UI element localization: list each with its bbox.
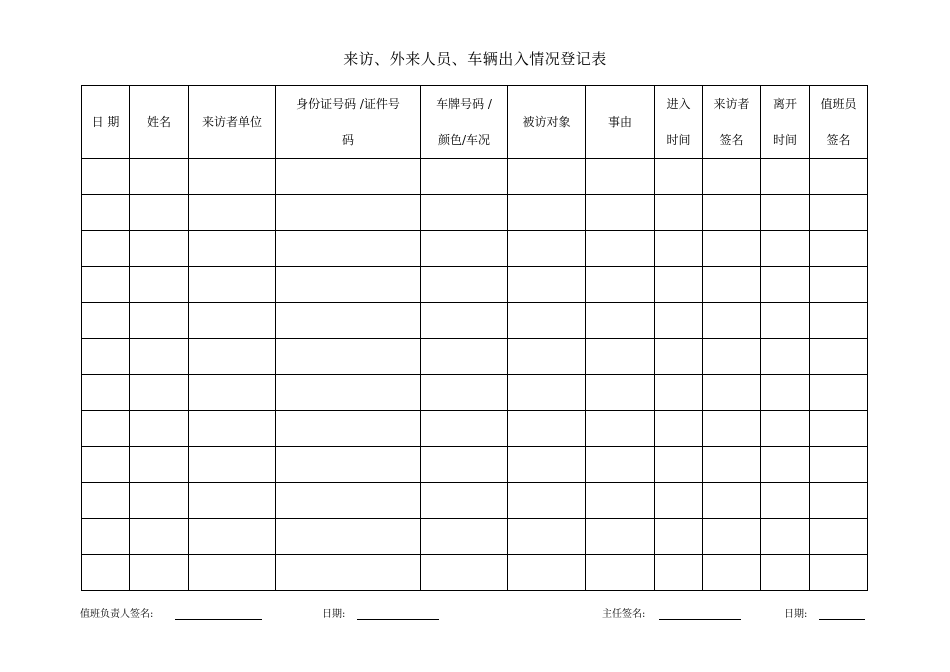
table-cell[interactable] (703, 303, 761, 339)
table-cell[interactable] (655, 447, 703, 483)
table-cell[interactable] (761, 231, 810, 267)
table-cell[interactable] (810, 339, 868, 375)
table-cell[interactable] (655, 483, 703, 519)
table-cell[interactable] (130, 447, 189, 483)
table-cell[interactable] (82, 555, 130, 591)
table-cell[interactable] (421, 375, 508, 411)
col-visitor-sign: 来访者 签名 (703, 86, 761, 159)
table-cell[interactable] (82, 483, 130, 519)
table-cell[interactable] (586, 555, 655, 591)
table-cell[interactable] (810, 411, 868, 447)
table-cell[interactable] (703, 375, 761, 411)
table-cell[interactable] (276, 555, 421, 591)
table-row (82, 267, 868, 303)
col-visitor-org: 来访者单位 (189, 86, 276, 159)
table-cell[interactable] (703, 555, 761, 591)
table-cell[interactable] (82, 339, 130, 375)
col-name: 姓名 (130, 86, 189, 159)
table-cell[interactable] (703, 267, 761, 303)
table-cell[interactable] (586, 375, 655, 411)
table-cell[interactable] (810, 195, 868, 231)
table-cell[interactable] (421, 159, 508, 195)
table-cell[interactable] (810, 159, 868, 195)
table-cell[interactable] (130, 375, 189, 411)
table-cell[interactable] (130, 555, 189, 591)
table-cell[interactable] (761, 303, 810, 339)
table-row (82, 195, 868, 231)
table-cell[interactable] (276, 267, 421, 303)
table-cell[interactable] (810, 303, 868, 339)
table-row (82, 375, 868, 411)
duty-lead-label: 值班负责人签名: (80, 609, 154, 620)
table-cell[interactable] (586, 519, 655, 555)
table-cell[interactable] (276, 483, 421, 519)
table-cell[interactable] (189, 339, 276, 375)
table-cell[interactable] (276, 447, 421, 483)
table-cell[interactable] (508, 375, 586, 411)
col-id-number: 身份证号码 /证件号 码 (276, 86, 421, 159)
footer-date-1 (322, 605, 439, 620)
table-cell[interactable] (586, 159, 655, 195)
table-row (82, 447, 868, 483)
col-visited-person: 被访对象 (508, 86, 586, 159)
table-cell[interactable] (276, 303, 421, 339)
table-cell[interactable] (586, 483, 655, 519)
table-cell[interactable] (761, 411, 810, 447)
table-cell[interactable] (130, 267, 189, 303)
table-cell[interactable] (655, 303, 703, 339)
table-cell[interactable] (586, 303, 655, 339)
table-cell[interactable] (761, 159, 810, 195)
table-cell[interactable] (761, 483, 810, 519)
table-cell[interactable] (421, 303, 508, 339)
table-cell[interactable] (655, 267, 703, 303)
director-signature-line[interactable] (659, 607, 741, 620)
table-cell[interactable] (189, 303, 276, 339)
table-cell[interactable] (810, 555, 868, 591)
table-cell[interactable] (189, 267, 276, 303)
table-row (82, 483, 868, 519)
col-entry-time: 进入 时间 (655, 86, 703, 159)
table-cell[interactable] (421, 267, 508, 303)
table-cell[interactable] (508, 555, 586, 591)
table-cell[interactable] (810, 447, 868, 483)
table-cell[interactable] (82, 303, 130, 339)
date2-label: 日期: (784, 609, 808, 620)
table-cell[interactable] (276, 519, 421, 555)
table-cell[interactable] (761, 519, 810, 555)
table-cell[interactable] (508, 159, 586, 195)
table-cell[interactable] (189, 447, 276, 483)
table-cell[interactable] (586, 411, 655, 447)
table-cell[interactable] (810, 519, 868, 555)
table-cell[interactable] (130, 195, 189, 231)
table-cell[interactable] (189, 411, 276, 447)
table-cell[interactable] (703, 231, 761, 267)
table-cell[interactable] (761, 267, 810, 303)
table-cell[interactable] (421, 447, 508, 483)
table-cell[interactable] (189, 483, 276, 519)
table-cell[interactable] (508, 195, 586, 231)
table-cell[interactable] (810, 483, 868, 519)
date1-label: 日期: (322, 609, 346, 620)
table-cell[interactable] (130, 231, 189, 267)
table-cell[interactable] (189, 519, 276, 555)
col-duty-sign: 值班员 签名 (810, 86, 868, 159)
table-row (82, 555, 868, 591)
duty-lead-signature-line[interactable] (175, 607, 262, 620)
table-cell[interactable] (586, 339, 655, 375)
table-cell[interactable] (586, 447, 655, 483)
table-cell[interactable] (130, 483, 189, 519)
table-cell[interactable] (421, 411, 508, 447)
table-cell[interactable] (82, 411, 130, 447)
table-cell[interactable] (703, 339, 761, 375)
table-cell[interactable] (189, 555, 276, 591)
table-cell[interactable] (82, 195, 130, 231)
table-cell[interactable] (276, 339, 421, 375)
table-row (82, 231, 868, 267)
table-cell[interactable] (189, 231, 276, 267)
table-row (82, 519, 868, 555)
table-cell[interactable] (189, 159, 276, 195)
director-label: 主任签名: (602, 609, 646, 620)
table-cell[interactable] (508, 339, 586, 375)
table-cell[interactable] (276, 375, 421, 411)
footer-date-2 (784, 605, 865, 620)
table-cell[interactable] (421, 231, 508, 267)
table-cell[interactable] (508, 447, 586, 483)
date2-line[interactable] (819, 607, 865, 620)
table-cell[interactable] (703, 411, 761, 447)
table-cell[interactable] (276, 411, 421, 447)
table-cell[interactable] (82, 267, 130, 303)
table-cell[interactable] (586, 231, 655, 267)
table-cell[interactable] (82, 231, 130, 267)
table-cell[interactable] (82, 159, 130, 195)
table-row (82, 339, 868, 375)
table-cell[interactable] (508, 483, 586, 519)
footer-director (602, 605, 741, 620)
table-cell[interactable] (82, 375, 130, 411)
table-cell[interactable] (130, 411, 189, 447)
table-cell[interactable] (761, 339, 810, 375)
col-exit-time: 离开 时间 (761, 86, 810, 159)
table-cell[interactable] (421, 339, 508, 375)
date1-line[interactable] (357, 607, 439, 620)
table-cell[interactable] (130, 303, 189, 339)
table-cell[interactable] (82, 519, 130, 555)
table-cell[interactable] (810, 375, 868, 411)
table-cell[interactable] (421, 555, 508, 591)
table-cell[interactable] (655, 231, 703, 267)
table-cell[interactable] (189, 195, 276, 231)
table-cell[interactable] (130, 339, 189, 375)
form-title: 来访、外来人员、车辆出入情况登记表 (343, 50, 607, 68)
table-cell[interactable] (421, 483, 508, 519)
table-cell[interactable] (130, 519, 189, 555)
table-cell[interactable] (703, 483, 761, 519)
table-row (82, 303, 868, 339)
footer-duty-lead (80, 605, 262, 620)
table-cell[interactable] (655, 411, 703, 447)
table-cell[interactable] (703, 195, 761, 231)
col-date: 日 期 (82, 86, 130, 159)
col-plate: 车牌号码 / 颜色/车况 (421, 86, 508, 159)
table-cell[interactable] (508, 519, 586, 555)
table-cell[interactable] (421, 519, 508, 555)
table-cell[interactable] (508, 303, 586, 339)
table-cell[interactable] (761, 195, 810, 231)
table-cell[interactable] (761, 447, 810, 483)
table-cell[interactable] (655, 195, 703, 231)
table-cell[interactable] (761, 375, 810, 411)
table-cell[interactable] (655, 159, 703, 195)
table-cell[interactable] (82, 447, 130, 483)
header-row (82, 86, 868, 159)
table-cell[interactable] (276, 159, 421, 195)
table-cell[interactable] (276, 195, 421, 231)
table-cell[interactable] (508, 411, 586, 447)
table-cell[interactable] (276, 231, 421, 267)
table-row (82, 411, 868, 447)
col-reason: 事由 (586, 86, 655, 159)
table-cell[interactable] (810, 231, 868, 267)
table-cell[interactable] (703, 447, 761, 483)
table-cell[interactable] (508, 267, 586, 303)
registration-table (81, 85, 868, 591)
table-cell[interactable] (586, 195, 655, 231)
table-cell[interactable] (761, 555, 810, 591)
table-cell[interactable] (655, 375, 703, 411)
table-cell[interactable] (703, 519, 761, 555)
table-cell[interactable] (130, 159, 189, 195)
table-cell[interactable] (189, 375, 276, 411)
table-cell[interactable] (655, 555, 703, 591)
table-cell[interactable] (703, 159, 761, 195)
table-row (82, 159, 868, 195)
table-cell[interactable] (586, 267, 655, 303)
table-cell[interactable] (655, 519, 703, 555)
table-cell[interactable] (421, 195, 508, 231)
table-cell[interactable] (810, 267, 868, 303)
table-cell[interactable] (508, 231, 586, 267)
table-cell[interactable] (655, 339, 703, 375)
